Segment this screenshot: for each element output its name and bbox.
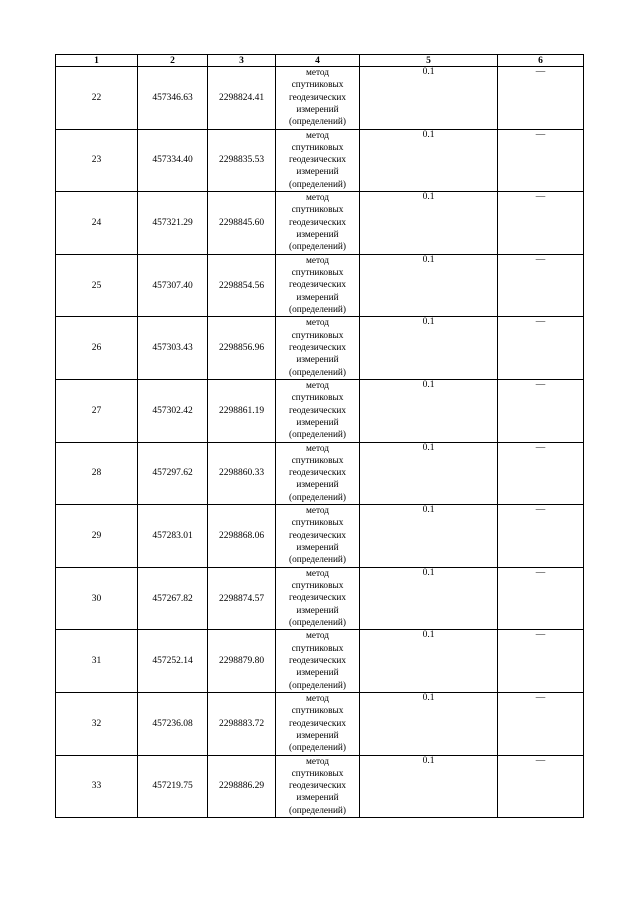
method-line: геодезических [288,468,347,479]
method-cell [276,755,360,818]
table-row [56,254,584,317]
method-line: метод [305,255,330,266]
x-coordinate-cell: 457283.01 [138,505,208,568]
method-line: спутниковых [291,80,344,91]
y-coordinate-cell: 2298854.56 [208,254,276,317]
method-line: (определений) [288,179,347,190]
method-line: (определений) [288,617,347,628]
note-cell: — [498,129,584,192]
note-cell: — [498,317,584,380]
point-number-cell: 27 [56,379,138,442]
y-coordinate-cell: 2298886.29 [208,755,276,818]
method-line: спутниковых [291,205,344,216]
header-col-3: 3 [208,55,276,67]
point-number-cell: 32 [56,692,138,755]
method-cell [276,317,360,380]
accuracy-cell: 0.1 [360,755,498,818]
accuracy-cell: 0.1 [360,630,498,693]
note-cell: — [498,442,584,505]
method-line: метод [305,68,330,78]
x-coordinate-cell: 457252.14 [138,630,208,693]
header-row [56,55,584,67]
method-line: геодезических [288,280,347,291]
y-coordinate-cell: 2298845.60 [208,192,276,255]
y-coordinate-cell: 2298879.80 [208,630,276,693]
method-line: (определений) [288,805,347,816]
note-cell: — [498,379,584,442]
y-coordinate-cell: 2298868.06 [208,505,276,568]
accuracy-cell: 0.1 [360,317,498,380]
method-line: (определений) [288,304,347,315]
header-col-5: 5 [360,55,498,67]
accuracy-cell: 0.1 [360,67,498,130]
method-line: (определений) [288,680,347,691]
method-line: геодезических [288,718,347,729]
method-line: спутниковых [291,455,344,466]
method-line: метод [305,380,330,391]
method-line: спутниковых [291,768,344,779]
note-cell: — [498,692,584,755]
method-line: (определений) [288,430,347,441]
y-coordinate-cell: 2298861.19 [208,379,276,442]
x-coordinate-cell: 457302.42 [138,379,208,442]
point-number-cell: 31 [56,630,138,693]
point-number-cell: 30 [56,567,138,630]
table-row [56,755,584,818]
method-line: (определений) [288,242,347,253]
method-cell [276,67,360,130]
x-coordinate-cell: 457267.82 [138,567,208,630]
method-cell [276,254,360,317]
method-line: измерений [296,480,339,491]
method-line: спутниковых [291,581,344,592]
method-line: спутниковых [291,706,344,717]
method-line: геодезических [288,530,347,541]
x-coordinate-cell: 457334.40 [138,129,208,192]
point-number-cell: 22 [56,67,138,130]
method-cell [276,192,360,255]
method-line: геодезических [288,92,347,103]
y-coordinate-cell: 2298874.57 [208,567,276,630]
method-line: измерений [296,793,339,804]
x-coordinate-cell: 457307.40 [138,254,208,317]
method-line: метод [305,693,330,704]
method-line: метод [305,756,330,767]
method-line: спутниковых [291,268,344,279]
method-line: геодезических [288,342,347,353]
point-number-cell: 33 [56,755,138,818]
x-coordinate-cell: 457297.62 [138,442,208,505]
method-line: (определений) [288,492,347,503]
method-line: метод [305,318,330,329]
method-line: геодезических [288,655,347,666]
note-cell: — [498,630,584,693]
method-line: спутниковых [291,518,344,529]
method-line: (определений) [288,743,347,754]
method-line: измерений [296,292,339,303]
table-row [56,192,584,255]
table-row [56,505,584,568]
method-line: геодезических [288,781,347,792]
y-coordinate-cell: 2298835.53 [208,129,276,192]
accuracy-cell: 0.1 [360,254,498,317]
method-cell [276,630,360,693]
table-header [56,55,584,67]
y-coordinate-cell: 2298856.96 [208,317,276,380]
accuracy-cell: 0.1 [360,692,498,755]
x-coordinate-cell: 457321.29 [138,192,208,255]
table-body [56,67,584,818]
method-line: измерений [296,230,339,241]
method-line: геодезических [288,217,347,228]
x-coordinate-cell: 457303.43 [138,317,208,380]
method-cell [276,129,360,192]
method-line: метод [305,443,330,454]
x-coordinate-cell: 457219.75 [138,755,208,818]
coordinates-table [55,54,584,818]
method-line: измерений [296,543,339,554]
method-line: метод [305,568,330,579]
x-coordinate-cell: 457346.63 [138,67,208,130]
method-cell [276,505,360,568]
point-number-cell: 26 [56,317,138,380]
method-line: геодезических [288,155,347,166]
note-cell: — [498,254,584,317]
note-cell: — [498,192,584,255]
method-line: измерений [296,417,339,428]
header-col-1: 1 [56,55,138,67]
header-col-6: 6 [498,55,584,67]
method-line: спутниковых [291,643,344,654]
point-number-cell: 23 [56,129,138,192]
accuracy-cell: 0.1 [360,379,498,442]
table-row [56,630,584,693]
y-coordinate-cell: 2298860.33 [208,442,276,505]
x-coordinate-cell: 457236.08 [138,692,208,755]
point-number-cell: 24 [56,192,138,255]
method-line: (определений) [288,367,347,378]
point-number-cell: 25 [56,254,138,317]
method-line: спутниковых [291,393,344,404]
method-cell [276,692,360,755]
method-line: метод [305,506,330,517]
table-row [56,442,584,505]
table-row [56,67,584,130]
table-row [56,567,584,630]
accuracy-cell: 0.1 [360,129,498,192]
header-col-4: 4 [276,55,360,67]
method-line: измерений [296,605,339,616]
table-row [56,692,584,755]
note-cell: — [498,67,584,130]
method-line: измерений [296,355,339,366]
accuracy-cell: 0.1 [360,567,498,630]
method-line: спутниковых [291,330,344,341]
point-number-cell: 29 [56,505,138,568]
accuracy-cell: 0.1 [360,192,498,255]
accuracy-cell: 0.1 [360,442,498,505]
header-col-2: 2 [138,55,208,67]
method-line: (определений) [288,117,347,128]
method-line: метод [305,130,330,141]
table-row [56,379,584,442]
method-line: измерений [296,104,339,115]
method-line: измерений [296,668,339,679]
y-coordinate-cell: 2298883.72 [208,692,276,755]
method-cell [276,567,360,630]
method-line: (определений) [288,555,347,566]
note-cell: — [498,505,584,568]
method-line: геодезических [288,405,347,416]
point-number-cell: 28 [56,442,138,505]
method-line: геодезических [288,593,347,604]
accuracy-cell: 0.1 [360,505,498,568]
method-line: метод [305,631,330,642]
note-cell: — [498,567,584,630]
y-coordinate-cell: 2298824.41 [208,67,276,130]
method-cell [276,442,360,505]
method-line: измерений [296,730,339,741]
method-line: измерений [296,167,339,178]
method-cell [276,379,360,442]
table-row [56,129,584,192]
note-cell: — [498,755,584,818]
method-line: спутниковых [291,142,344,153]
table-row [56,317,584,380]
method-line: метод [305,193,330,204]
